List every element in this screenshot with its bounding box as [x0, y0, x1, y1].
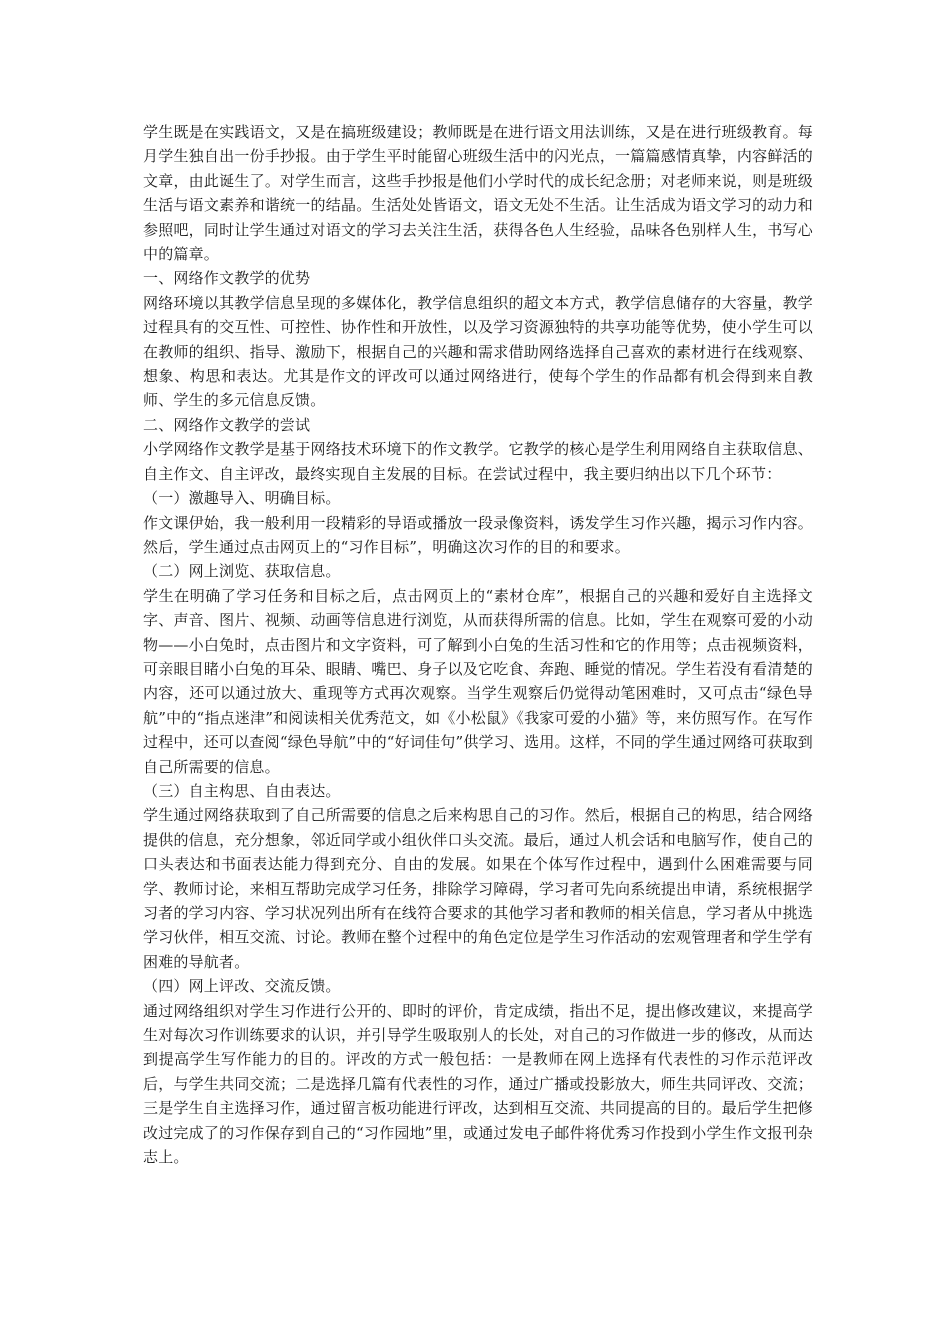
subsection-heading-1: （一）激趣导入、明确目标。 [143, 489, 341, 508]
paragraph-step-1: 作文课伊始，我一般利用一段精彩的导语或播放一段录像资料，诱发学生习作兴趣，揭示习作内容。然后，学生通过点击网页上的“习作目标”，明确这次习作的目的和要求。 [143, 513, 813, 556]
paragraph-step-3: 学生通过网络获取到了自己所需要的信息之后来构思自己的习作。然后，根据自己的构思，结合网络提供的信息，充分想象，邻近同学或小组伙伴口头交流。最后，通过人机会话和电脑写作，使自己的口头表达和书面表达能力得到充分、自由的发展。如果在个体写作过程中，遇到什么困难需要与同学、教师讨论，来相互帮助完成学习任务，排除学习障碍，学习者可先向系统提出申请，系统根据学习者的学习内容、学习状况列出所有在线符合要求的其他学习者和教师的相关信息，学习者从中挑选学习伙伴，相互交流、讨论。教师在整个过程中的角色定位是学生习作活动的宏观管理者和学生学有困难的导航者。 [143, 806, 813, 971]
paragraph-intro: 学生既是在实践语文，又是在搞班级建设；教师既是在进行语文用法训练，又是在进行班级教育。每月学生独自出一份手抄报。由于学生平时能留心班级生活中的闪光点，一篇篇感情真挚，内容鲜活的文章，由此诞生了。对学生而言，这些手抄报是他们小学时代的成长纪念册；对老师来说，则是班级生活与语文素养和谐统一的结晶。生活处处皆语文，语文无处不生活。让生活成为语文学习的动力和参照吧，同时让学生通过对语文的学习去关注生活，获得各色人生经验，品味各色别样人生，书写心中的篇章。 [143, 123, 813, 264]
subsection-heading-3: （三）自主构思、自由表达。 [143, 781, 341, 800]
section-heading-2: 二、网络作文教学的尝试 [143, 415, 311, 434]
paragraph-step-4: 通过网络组织对学生习作进行公开的、即时的评价，肯定成绩，指出不足，提出修改建议，来提高学生对每次习作训练要求的认识，并引导学生吸取别人的长处，对自己的习作做进一步的修改，从而达到提高学生写作能力的目的。评改的方式一般包括：一是教师在网上选择有代表性的习作示范评改后，与学生共同交流；二是选择几篇有代表性的习作，通过广播或投影放大，师生共同评改、交流；三是学生自主选择习作，通过留言板功能进行评改，达到相互交流、共同提高的目的。最后学生把修改过完成了的习作保存到自己的“习作园地”里，或通过发电子邮件将优秀习作投到小学生作文报刊杂志上。 [143, 1001, 813, 1167]
subsection-heading-2: （二）网上浏览、获取信息。 [143, 562, 341, 581]
document-body [143, 120, 813, 1169]
paragraph-step-2: 学生在明确了学习任务和目标之后，点击网页上的“素材仓库”，根据自己的兴趣和爱好自主选择文字、声音、图片、视频、动画等信息进行浏览，从而获得所需的信息。比如，学生在观察可爱的小动物——小白兔时，点击图片和文字资料，可了解到小白兔的生活习性和它的作用等；点击视频资料，可亲眼目睹小白兔的耳朵、眼睛、嘴巴、身子以及它吃食、奔跑、睡觉的情况。学生若没有看清楚的内容，还可以通过放大、重现等方式再次观察。当学生观察后仍觉得动笔困难时，又可点击“绿色导航”中的“指点迷津”和阅读相关优秀范文，如《小松鼠》《我家可爱的小猫》等，来仿照写作。在写作过程中，还可以查阅“绿色导航”中的“好词佳句”供学习、选用。这样，不同的学生通过网络可获取到自己所需要的信息。 [143, 586, 813, 776]
section-heading-1: 一、网络作文教学的优势 [143, 269, 311, 288]
paragraph-advantages: 网络环境以其教学信息呈现的多媒体化，教学信息组织的超文本方式，教学信息储存的大容量，教学过程具有的交互性、可控性、协作性和开放性，以及学习资源独特的共享功能等优势，使小学生可以在教师的组织、指导、激励下，根据自己的兴趣和需求借助网络选择自己喜欢的素材进行在线观察、想象、构思和表达。尤其是作文的评改可以通过网络进行，使每个学生的作品都有机会得到来自教师、学生的多元信息反馈。 [143, 293, 813, 410]
paragraph-attempt: 小学网络作文教学是基于网络技术环境下的作文教学。它教学的核心是学生利用网络自主获取信息、自主作文、自主评改，最终实现自主发展的目标。在尝试过程中，我主要归纳出以下几个环节： [143, 440, 813, 483]
subsection-heading-4: （四）网上评改、交流反馈。 [143, 977, 341, 996]
